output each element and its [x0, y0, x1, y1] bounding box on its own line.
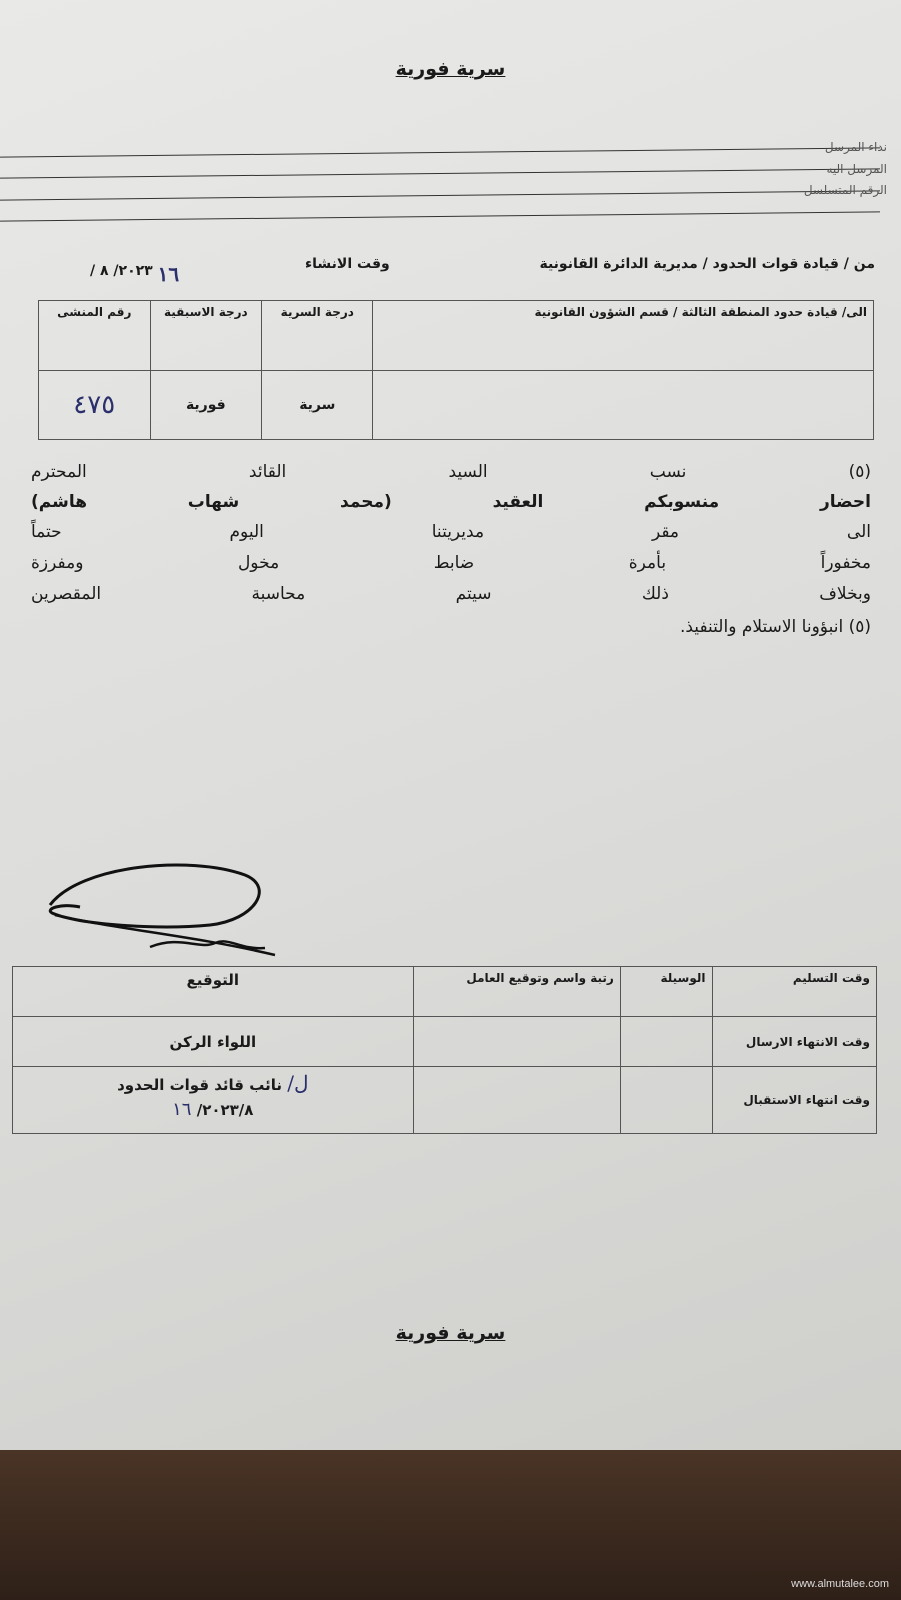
body-line-4: مخفوراً بأمرة ضابط مخول ومفرزة: [31, 553, 871, 573]
classification-footer: سرية فورية: [395, 1322, 506, 1344]
body-line-6: (٥) انبؤونا الاستلام والتنفيذ.: [679, 617, 871, 637]
body-line-1: (٥) نسب السيد القائد المحترم: [31, 462, 871, 482]
transmission-table: [12, 966, 877, 1134]
operator-header: رتبة واسم وتوقيع العامل: [413, 967, 620, 1017]
priority-value: فورية: [150, 371, 262, 440]
date-handwritten: ١٦: [157, 262, 180, 286]
empty-cell: [620, 1017, 712, 1067]
field-rule: [0, 168, 880, 178]
body-line-3: الى مقر مديريتنا اليوم حتماً: [31, 522, 871, 542]
signature-header: التوقيع: [13, 967, 414, 1017]
creation-date: [90, 256, 180, 286]
field-rule: [0, 211, 880, 221]
sender-call-label: نداء المرسل: [824, 140, 887, 154]
to-cell: الى/ قيادة حدود المنطقة الثالثة / قسم الشؤون القانونية: [373, 301, 874, 371]
send-end-time-label: وقت الانتهاء الارسال: [712, 1017, 876, 1067]
receive-end-time-label: وقت انتهاء الاستقبال: [712, 1067, 876, 1134]
to-cell-empty: [373, 371, 874, 440]
priority-header: درجة الاسبقية: [150, 301, 262, 371]
originator-number-header: رقم المنشى: [39, 301, 151, 371]
signer-date-handwritten: ١٦: [172, 1099, 192, 1120]
creation-time-label: وقت الانشاء: [305, 256, 390, 272]
signer-title-line: [19, 1071, 407, 1095]
recipient-label: المرسل اليه: [826, 162, 887, 176]
signer-date-printed: ٢٠٢٣/٨/: [196, 1101, 254, 1119]
signer-title: نائب قائد قوات الحدود: [117, 1076, 282, 1094]
field-rule: [0, 190, 880, 200]
routing-table: [38, 300, 874, 440]
empty-cell: [413, 1067, 620, 1134]
body-line-2: احضار منسوبكم العقيد (محمد شهاب هاشم): [31, 492, 871, 512]
delivery-time-label: وقت التسليم: [712, 967, 876, 1017]
desk-surface: [0, 1450, 901, 1600]
body-line-5: وبخلاف ذلك سيتم محاسبة المقصرين: [31, 584, 871, 604]
signer-title-cell: [13, 1067, 414, 1134]
empty-cell: [620, 1067, 712, 1134]
means-header: الوسيلة: [620, 967, 712, 1017]
signature-graphic: [40, 855, 280, 965]
rank-cell: اللواء الركن: [13, 1017, 414, 1067]
secrecy-header: درجة السرية: [262, 301, 373, 371]
watermark: www.almutalee.com: [791, 1578, 889, 1590]
secrecy-value: سرية: [262, 371, 373, 440]
serial-label: الرقم المتسلسل: [803, 183, 887, 197]
signer-date: [19, 1099, 407, 1120]
hand-mark: ل/: [287, 1071, 309, 1095]
date-printed: ٢٠٢٣/ ٨ /: [90, 263, 153, 279]
classification-heading: سرية فورية: [395, 58, 506, 80]
from-line: من / قيادة قوات الحدود / مديرية الدائرة القانونية: [539, 256, 875, 272]
field-rule: [0, 147, 880, 157]
empty-cell: [413, 1017, 620, 1067]
originator-number-value: ٤٧٥: [39, 371, 151, 440]
